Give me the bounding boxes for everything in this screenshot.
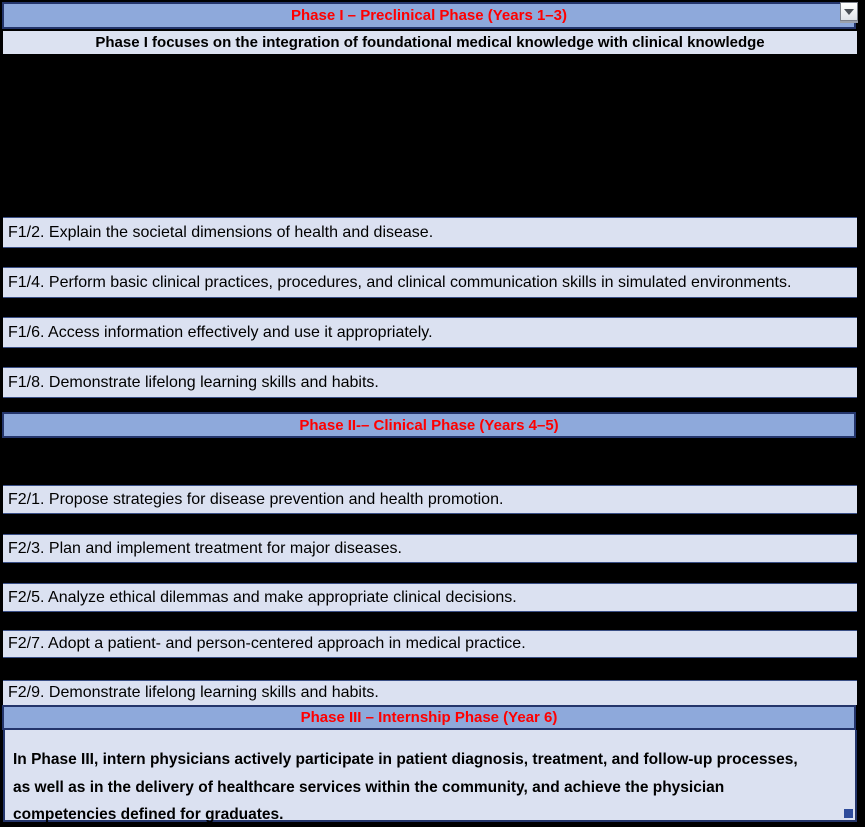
phase1-intro-cell[interactable] (3, 31, 857, 54)
competency-cell-f2-7[interactable] (3, 630, 857, 658)
competency-cell-f2-1[interactable] (3, 485, 857, 514)
competency-cell-f2-9[interactable] (3, 680, 857, 705)
competency-cell-f1-4[interactable] (3, 267, 857, 298)
competency-cell-f2-5[interactable] (3, 583, 857, 612)
phase3-description-text (13, 746, 845, 827)
competency-text: F1/4. Perform basic clinical practices, procedures, and clinical communication skills in simulated environments. (8, 273, 792, 291)
phase3-line-1: In Phase III, intern physicians actively participate in patient diagnosis, treatment, and follow-up processes, (13, 751, 798, 768)
dropdown-arrow-button[interactable] (840, 2, 858, 21)
phase2-header-label: Phase II-– Clinical Phase (Years 4–5) (299, 416, 559, 434)
competency-text: F2/9. Demonstrate lifelong learning skills and habits. (8, 684, 379, 701)
phase3-header-label: Phase III – Internship Phase (Year 6) (300, 709, 558, 726)
phase3-header-bar[interactable] (2, 705, 856, 730)
phase1-header-label: Phase I – Preclinical Phase (Years 1–3) (290, 7, 567, 24)
phase3-line-2: as well as in the delivery of healthcare services within the community, and achieve the physician (13, 778, 725, 796)
competency-text: F2/5. Analyze ethical dilemmas and make appropriate clinical decisions. (8, 588, 517, 606)
chevron-down-icon (844, 9, 854, 15)
phase2-header-bar[interactable] (2, 412, 856, 438)
competency-text: F2/7. Adopt a patient- and person-centered approach in medical practice. (8, 635, 526, 652)
blacked-out-region (0, 54, 865, 217)
fill-handle[interactable] (844, 809, 853, 818)
competency-text: F2/1. Propose strategies for disease prevention and health promotion. (8, 490, 504, 508)
phase1-header-bar[interactable] (2, 2, 856, 29)
competency-cell-f1-8[interactable] (3, 367, 857, 398)
competency-text: F1/6. Access information effectively and use it appropriately. (8, 323, 433, 341)
competency-cell-f1-2[interactable] (3, 217, 857, 248)
phase1-intro-text: Phase I focuses on the integration of foundational medical knowledge with clinical knowledge (95, 34, 765, 51)
competency-cell-f2-3[interactable] (3, 534, 857, 563)
phase3-description-cell[interactable] (3, 730, 857, 822)
competency-text: F2/3. Plan and implement treatment for major diseases. (8, 539, 402, 557)
competency-cell-f1-6[interactable] (3, 317, 857, 348)
phase3-line-3: competencies defined for graduates. (13, 806, 284, 823)
competency-text: F1/2. Explain the societal dimensions of health and disease. (8, 223, 434, 241)
competency-text: F1/8. Demonstrate lifelong learning skills and habits. (8, 373, 379, 391)
